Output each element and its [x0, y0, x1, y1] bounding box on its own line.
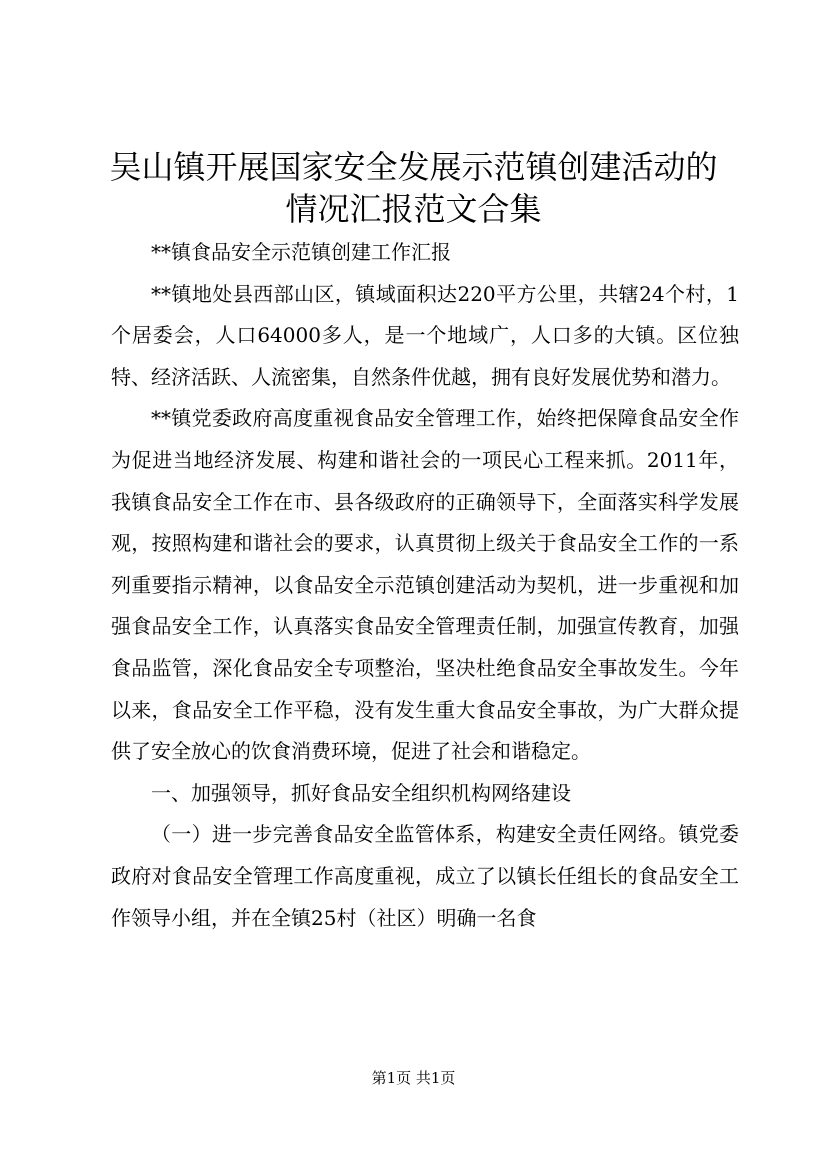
paragraph-subtitle: **镇食品安全示范镇创建工作汇报	[151, 240, 451, 264]
paragraph-overview: **镇地处县西部山区，镇域面积达220平方公里，共辖24个村，1个居委会，人口64000多人，是一个地域广，人口多的大镇。区位独特、经济活跃、人流密集，自然条件优越，拥有良好发展优势和潜力。	[111, 281, 739, 389]
section-heading-1: 一、加强领导，抓好食品安全组织机构网络建设	[151, 780, 571, 805]
document-body	[111, 232, 739, 939]
document-title: 吴山镇开展国家安全发展示范镇创建活动的情况汇报范文合集	[109, 148, 718, 228]
paragraph-leadership: **镇党委政府高度重视食品安全管理工作，始终把保障食品安全作为促进当地经济发展、构建和谐社会的一项民心工程来抓。2011年，我镇食品安全工作在市、县各级政府的正确领导下，全面落实科学发展观，按照构建和谐社会的要求，认真贯彻上级关于食品安全工作的一系列重要指示精神，以食品安全示范镇创建活动为契机，进一步重视和加强食品安全工作，认真落实食品安全管理责任制，加强宣传教育，加强食品监管，深化食品安全专项整治，坚决杜绝食品安全事故发生。今年以来，食品安全工作平稳，没有发生重大食品安全事故，为广大群众提供了安全放心的饮食消费环境，促进了社会和谐稳定。	[111, 406, 739, 764]
paragraph-subsection-1: （一）进一步完善食品安全监管体系，构建安全责任网络。镇党委政府对食品安全管理工作高度重视，成立了以镇长任组长的食品安全工作领导小组，并在全镇25村（社区）明确一名食	[111, 822, 739, 930]
page-footer: 第1页 共1页	[371, 1069, 456, 1087]
